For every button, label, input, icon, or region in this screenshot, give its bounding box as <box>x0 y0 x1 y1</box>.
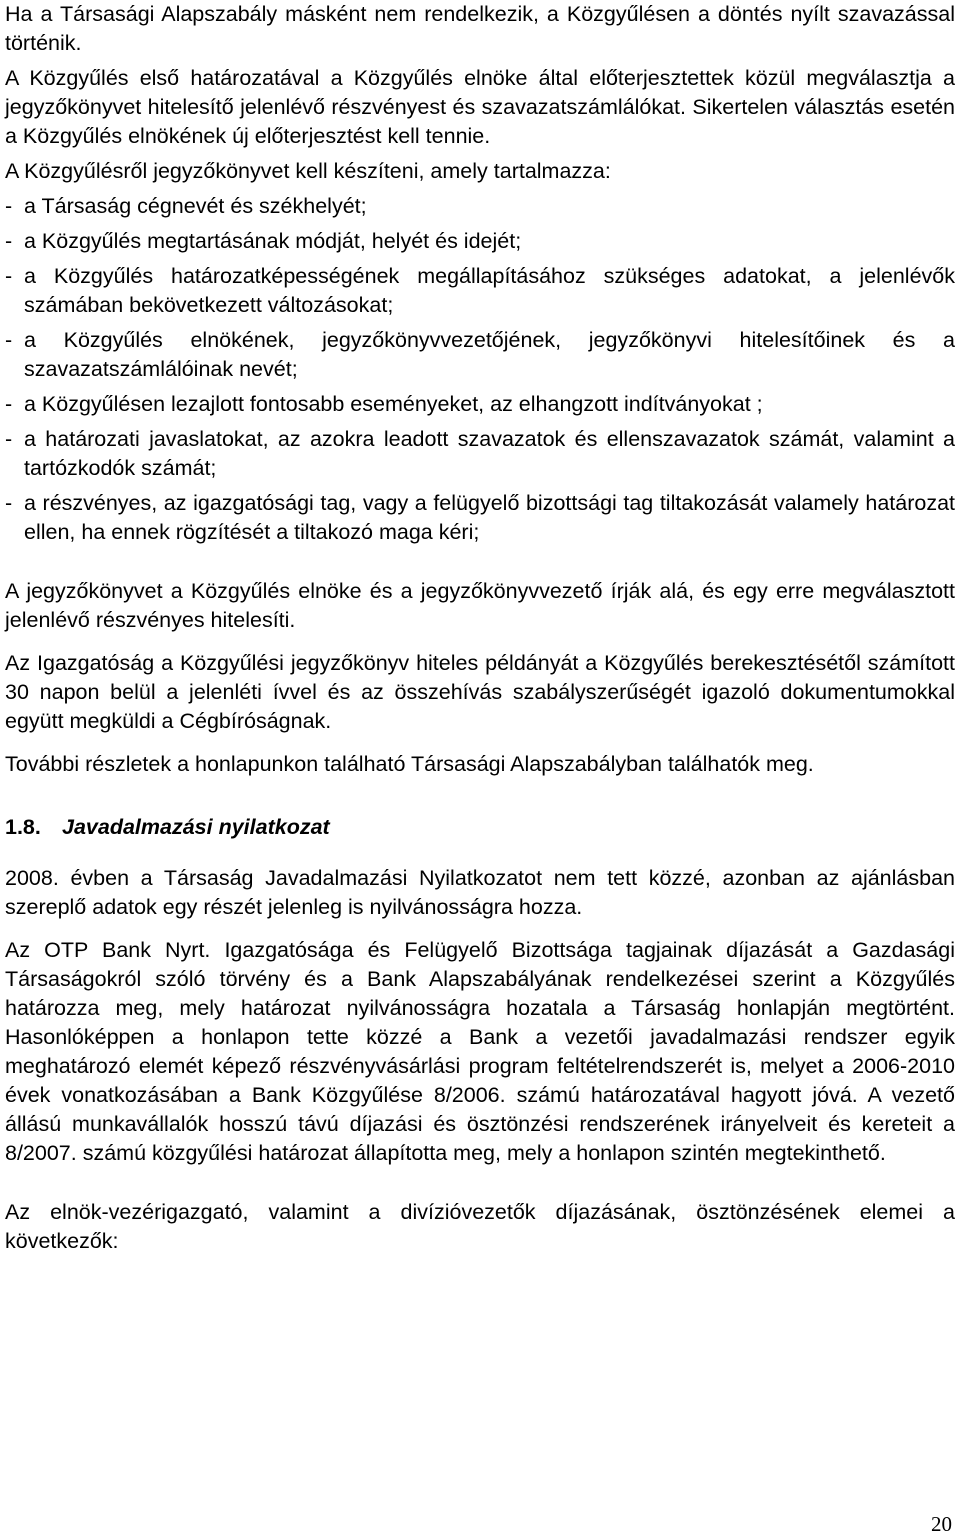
list-item-text: a Közgyűlés megtartásának módját, helyét és idejét; <box>24 229 522 253</box>
paragraph-voting: Ha a Társasági Alapszabály másként nem rendelkezik, a Közgyűlésen a döntés nyílt szavazással történik. <box>5 2 955 55</box>
list-item-text: a Társaság cégnevét és székhelyét; <box>24 194 367 218</box>
list-item-text: a Közgyűlésen lezajlott fontosabb eseményeket, az elhangzott indítványokat ; <box>24 392 763 416</box>
section-title: Javadalmazási nyilatkozat <box>62 815 330 839</box>
document-page <box>5 0 955 1256</box>
list-item <box>5 489 955 547</box>
paragraph-court-submission: Az Igazgatóság a Közgyűlési jegyzőkönyv hiteles példányát a Közgyűlés berekesztésétől számított 30 napon belül a jelenléti ívvel és az összehívás szabályszerűségét igazoló dokumentumokkal együtt megküldi a Cégbíróságnak. <box>5 651 955 733</box>
list-item <box>5 227 955 256</box>
section-number: 1.8. <box>5 815 41 839</box>
paragraph-board-remuneration: Az OTP Bank Nyrt. Igazgatósága és Felügyelő Bizottsága tagjainak díjazását a Gazdasági Társaságokról szóló törvény és a Bank Alapszabályának rendelkezései szerint a Közgyűlés határozza meg, mely határozat nyilvánosságra hozatala a Társaság honlapján megtörtént. Hasonlóképpen a honlapon tette közzé a Bank a vezetői javadalmazási rendszer egyik meghatározó elemét képező részvényvásárlási program feltételrendszerét is, melyet a 2006-2010 évek vonatkozásában a Bank Közgyűlése 8/2006. számú határozatával hagyott jóvá. A vezető állású munkavállalók hosszú távú díjazási és ösztönzési rendszerének irányelveit és kereteit a 8/2007. számú közgyűlési határozat állapította meg, mely a honlapon szintén megtekinthető. <box>5 938 955 1165</box>
list-item-text: a Közgyűlés határozatképességének megállapításához szükséges adatokat, a jelenlévők számában bekövetkezett változásokat; <box>24 264 955 317</box>
paragraph-further-details: További részletek a honlapunkon található Társasági Alapszabályban találhatók meg. <box>5 752 814 776</box>
paragraph-first-resolution: A Közgyűlés első határozatával a Közgyűlés elnöke által előterjesztettek közül megválasztja a jegyzőkönyvet hitelesítő jelenlévő részvényest és szavazatszámlálókat. Sikertelen választás esetén a Közgyűlés elnökének új előterjesztést kell tennie. <box>5 66 955 148</box>
list-item-text: a határozati javaslatokat, az azokra leadott szavazatok és ellenszavazatok számát, valamint a tartózkodók számát; <box>24 427 955 480</box>
paragraph-ceo-remuneration: Az elnök-vezérigazgató, valamint a divízióvezetők díjazásának, ösztönzésének elemei a következők: <box>5 1200 955 1253</box>
section-heading <box>5 813 955 842</box>
paragraph-minutes-signature: A jegyzőkönyvet a Közgyűlés elnöke és a jegyzőkönyvvezető írják alá, és egy erre megválasztott jelenlévő részvényes hitelesíti. <box>5 579 955 632</box>
list-dash: - <box>5 491 13 515</box>
paragraph-remuneration-2008: 2008. évben a Társaság Javadalmazási Nyilatkozatot nem tett közzé, azonban az ajánlásban szereplő adatok egy részét jelenleg is nyilvánosságra hozza. <box>5 866 955 919</box>
list-item <box>5 262 955 320</box>
list-dash: - <box>5 328 13 352</box>
page-number: 20 <box>931 1512 952 1536</box>
list-dash: - <box>5 229 13 253</box>
list-item-text: a Közgyűlés elnökének, jegyzőkönyvvezetőjének, jegyzőkönyvi hitelesítőinek és a szavazatszámlálóinak nevét; <box>24 328 955 381</box>
list-item <box>5 425 955 483</box>
list-dash: - <box>5 427 13 451</box>
minutes-contents-list <box>5 192 955 547</box>
list-item-text: a részvényes, az igazgatósági tag, vagy a felügyelő bizottsági tag tiltakozását valamely határozat ellen, ha ennek rögzítését a tiltakozó maga kéri; <box>24 491 955 544</box>
list-item <box>5 390 955 419</box>
list-dash: - <box>5 264 13 288</box>
list-item <box>5 326 955 384</box>
list-item <box>5 192 955 221</box>
paragraph-minutes-intro: A Közgyűlésről jegyzőkönyvet kell készíteni, amely tartalmazza: <box>5 159 611 183</box>
list-dash: - <box>5 392 13 416</box>
list-dash: - <box>5 194 13 218</box>
